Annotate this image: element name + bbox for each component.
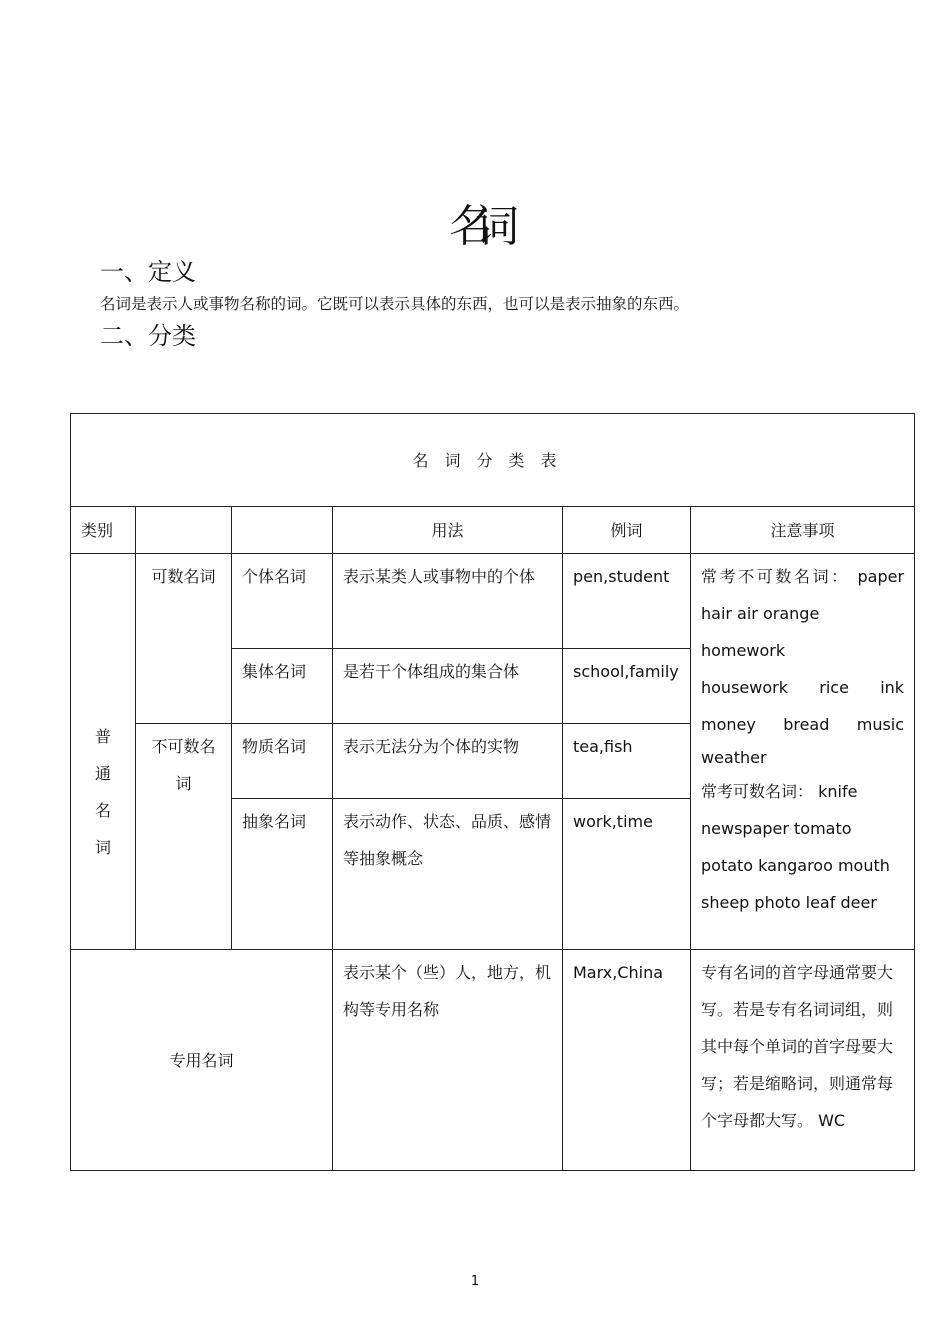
notes-word-line: hair air orange homework — [701, 604, 820, 660]
notes-word-line: housework rice ink — [701, 678, 905, 697]
uncountable-cell — [136, 724, 232, 950]
definition-paragraph: 名词是表示人或事物名称的词。它既可以表示具体的东西，也可以是表示抽象的东西。 — [100, 295, 690, 313]
notes-word-line: sheep photo leaf deer — [701, 893, 877, 912]
notes-word-line: weather — [701, 748, 767, 767]
notes-word-line: newspaper tomato — [701, 819, 852, 838]
common-noun-char: 普 — [94, 726, 111, 746]
proper-usage: 表示某个（些）人，地方，机构等专用名称 — [333, 950, 563, 1171]
header-notes: 注意事项 — [691, 507, 915, 554]
countable-cell — [136, 554, 232, 724]
proper-noun-label: 专用名词 — [169, 1050, 234, 1070]
row-example: pen,student — [563, 554, 691, 649]
section-heading-classification: 二、分类 — [100, 322, 196, 350]
common-noun-char: 通 — [94, 763, 111, 783]
row-usage: 是若干个体组成的集合体 — [333, 649, 563, 724]
common-noun-char: 名 — [94, 800, 111, 820]
common-notes-cell — [691, 554, 915, 950]
table-caption-cell — [71, 414, 915, 507]
row-type: 集体名词 — [232, 649, 333, 724]
row-usage: 表示某类人或事物中的个体 — [333, 554, 563, 649]
notes-word-line: money bread music — [701, 715, 905, 734]
header-examples: 例词 — [563, 507, 691, 554]
row-usage: 表示动作、状态、品质、感情等抽象概念 — [333, 799, 563, 950]
row-type: 个体名词 — [232, 554, 333, 649]
page-number: 1 — [470, 1274, 480, 1289]
notes-countable-line: 常考可数名词： knife — [701, 782, 858, 801]
proper-example: Marx,China — [563, 950, 691, 1171]
header-usage: 用法 — [333, 507, 563, 554]
page-title: 名词 — [449, 201, 501, 252]
common-noun-label — [71, 718, 135, 866]
proper-noun-cell — [71, 950, 333, 1171]
row-type: 物质名词 — [232, 724, 333, 799]
header-category: 类别 — [71, 507, 136, 554]
notes-word-line: potato kangaroo mouth — [701, 856, 890, 875]
header-blank-2 — [232, 507, 333, 554]
notes-uncountable-line: 常考不可数名词： paper — [701, 567, 905, 586]
header-blank-1 — [136, 507, 232, 554]
section-heading-definition: 一、定义 — [100, 258, 196, 286]
row-example: work,time — [563, 799, 691, 950]
row-type: 抽象名词 — [232, 799, 333, 950]
row-usage: 表示无法分为个体的实物 — [333, 724, 563, 799]
row-example: tea,fish — [563, 724, 691, 799]
uncountable-label: 不可数名词 — [151, 737, 216, 793]
row-example: school,family — [563, 649, 691, 724]
common-noun-cell — [71, 554, 136, 950]
countable-label: 可数名词 — [151, 567, 216, 586]
noun-classification-table — [70, 413, 915, 1171]
proper-notes: 专有名词的首字母通常要大写。若是专有名词词组，则其中每个单词的首字母要大写；若是缩略词，则通常每个字母都大写。 WC — [691, 950, 915, 1171]
table-caption: 名词分类表 — [412, 450, 573, 470]
common-noun-char: 词 — [94, 837, 111, 857]
